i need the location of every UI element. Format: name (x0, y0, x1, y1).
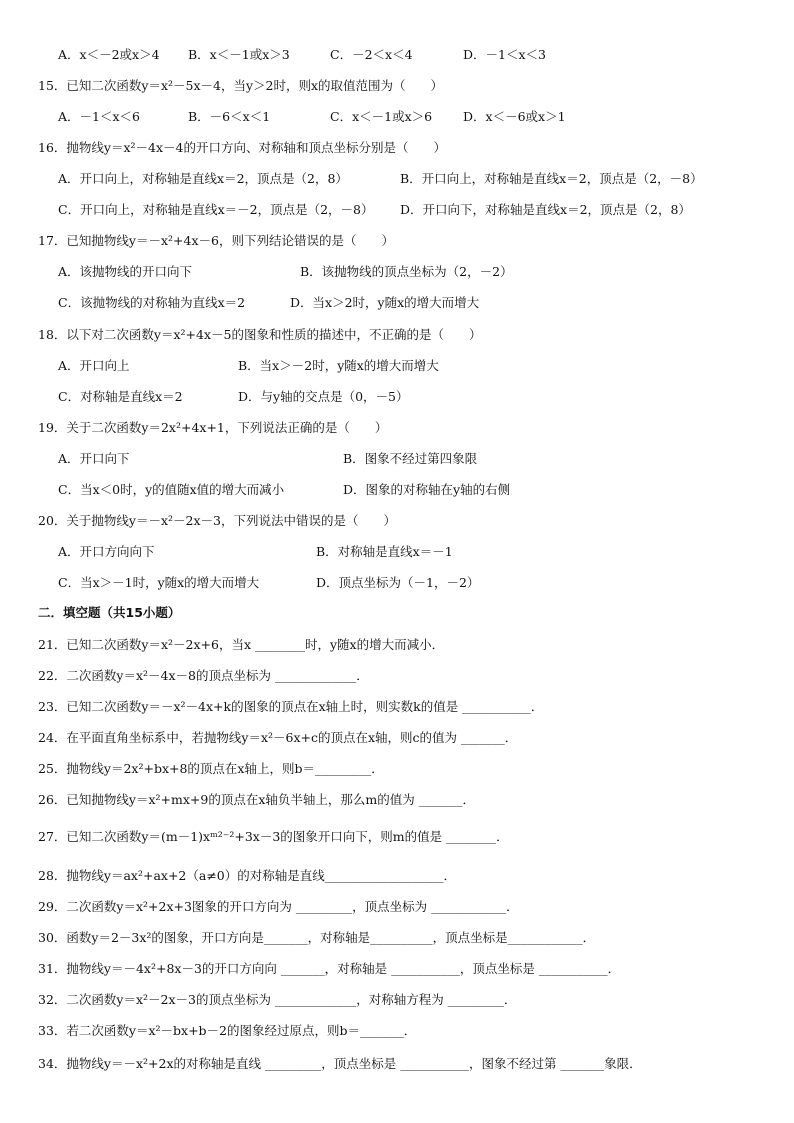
question-line: 23．已知二次函数y＝－x²－4x+k的图象的顶点在x轴上时，则实数k的值是 ___________． (38, 699, 544, 714)
options-row (38, 541, 774, 563)
question-line: 29．二次函数y＝x²+2x+3图象的开口方向为 _________，顶点坐标为 ____________． (38, 899, 519, 914)
answer-option: C．－2＜x＜4 (330, 47, 413, 62)
question-line: 33．若二次函数y＝x²－bx+b－2的图象经过原点，则b＝_______． (38, 1023, 417, 1038)
question-line: 15．已知二次函数y＝x²－5x－4，当y＞2时，则x的取值范围为（ ） (38, 78, 444, 93)
options-row (38, 261, 774, 283)
answer-option: D．当x＞2时，y随x的增大而增大 (290, 295, 480, 310)
options-row (38, 168, 774, 190)
question-line: 34．抛物线y＝－x²+2x的对称轴是直线 _________，顶点坐标是 ___________，图象不经过第 _______象限． (38, 1056, 642, 1071)
question-line: 19．关于二次函数y＝2x²+4x+1，下列说法正确的是（ ） (38, 420, 388, 435)
answer-option: B．开口向上，对称轴是直线x＝2，顶点是（2，－8） (400, 171, 703, 186)
answer-option: C．当x＜0时，y的值随x值的增大而减小 (58, 482, 285, 497)
answer-option: A．开口方向向下 (58, 544, 155, 559)
answer-option: B．该抛物线的顶点坐标为（2，－2） (300, 264, 513, 279)
answer-option: D．－1＜x＜3 (463, 47, 546, 62)
section-heading: 二．填空题（共15小题） (38, 605, 181, 620)
options-row (38, 479, 774, 501)
answer-option: D．x＜－6或x＞1 (463, 109, 566, 124)
options-row (38, 355, 774, 377)
answer-option: A．x＜－2或x＞4 (58, 47, 160, 62)
answer-option: B．－6＜x＜1 (188, 109, 271, 124)
question-line: 22．二次函数y＝x²－4x－8的顶点坐标为 _____________． (38, 668, 369, 683)
options-row (38, 106, 774, 128)
answer-option: B．对称轴是直线x＝－1 (316, 544, 453, 559)
options-row (38, 572, 774, 594)
options-row (38, 44, 774, 66)
question-line: 32．二次函数y＝x²－2x－3的顶点坐标为 _____________，对称轴方程为 _________． (38, 992, 517, 1007)
question-line: 18．以下对二次函数y＝x²+4x－5的图象和性质的描述中，不正确的是（ ） (38, 327, 482, 342)
question-line: 17．已知抛物线y＝－x²+4x－6，则下列结论错误的是（ ） (38, 233, 394, 248)
options-row (38, 199, 774, 221)
answer-option: D．开口向下，对称轴是直线x＝2，顶点是（2，8） (400, 202, 691, 217)
question-line: 26．已知抛物线y＝x²+mx+9的顶点在x轴负半轴上，那么m的值为 _______． (38, 792, 475, 807)
options-row (38, 292, 774, 314)
answer-option: C．对称轴是直线x＝2 (58, 389, 183, 404)
answer-option: C．x＜－1或x＞6 (330, 109, 433, 124)
question-line: 25．抛物线y＝2x²+bx+8的顶点在x轴上，则b＝_________． (38, 761, 384, 776)
answer-option: A．－1＜x＜6 (58, 109, 140, 124)
answer-option: B．x＜－1或x＞3 (188, 47, 290, 62)
answer-option: A．该抛物线的开口向下 (58, 264, 193, 279)
answer-option: D．与y轴的交点是（0，－5） (238, 389, 409, 404)
answer-option: B．当x＞－2时，y随x的增大而增大 (238, 358, 439, 373)
answer-option: B．图象不经过第四象限 (343, 451, 478, 466)
question-line: 16．抛物线y＝x²－4x－4的开口方向、对称轴和顶点坐标分别是（ ） (38, 140, 446, 155)
options-row (38, 386, 774, 408)
question-line: 20．关于抛物线y＝－x²－2x－3，下列说法中错误的是（ ） (38, 513, 396, 528)
question-line: 24．在平面直角坐标系中，若抛物线y＝x²－6x+c的顶点在x轴，则c的值为 _______． (38, 730, 518, 745)
question-line: 31．抛物线y＝－4x²+8x－3的开口方向向 _______，对称轴是 ___________，顶点坐标是 ___________． (38, 961, 621, 976)
answer-option: A．开口向下 (58, 451, 130, 466)
question-line: 21．已知二次函数y＝x²－2x+6，当x ________时，y随x的增大而减小． (38, 637, 445, 652)
answer-option: D．顶点坐标为（－1，－2） (316, 575, 480, 590)
answer-option: C．该抛物线的对称轴为直线x＝2 (58, 295, 246, 310)
answer-option: C．当x＞－1时，y随x的增大而增大 (58, 575, 260, 590)
answer-option: A．开口向上 (58, 358, 130, 373)
answer-option: D．图象的对称轴在y轴的右侧 (343, 482, 511, 497)
question-line: 28．抛物线y＝ax²+ax+2（a≠0）的对称轴是直线___________________． (38, 868, 457, 883)
answer-option: C．开口向上，对称轴是直线x＝－2，顶点是（2，－8） (58, 202, 374, 217)
answer-option: A．开口向上，对称轴是直线x＝2，顶点是（2，8） (58, 171, 348, 186)
question-line: 27．已知二次函数y＝(m－1)xᵐ²⁻²+3x－3的图象开口向下，则m的值是 ________． (38, 829, 509, 844)
options-row (38, 448, 774, 470)
question-line: 30．函数y＝2－3x²的图象，开口方向是_______，对称轴是__________，顶点坐标是____________． (38, 930, 596, 945)
